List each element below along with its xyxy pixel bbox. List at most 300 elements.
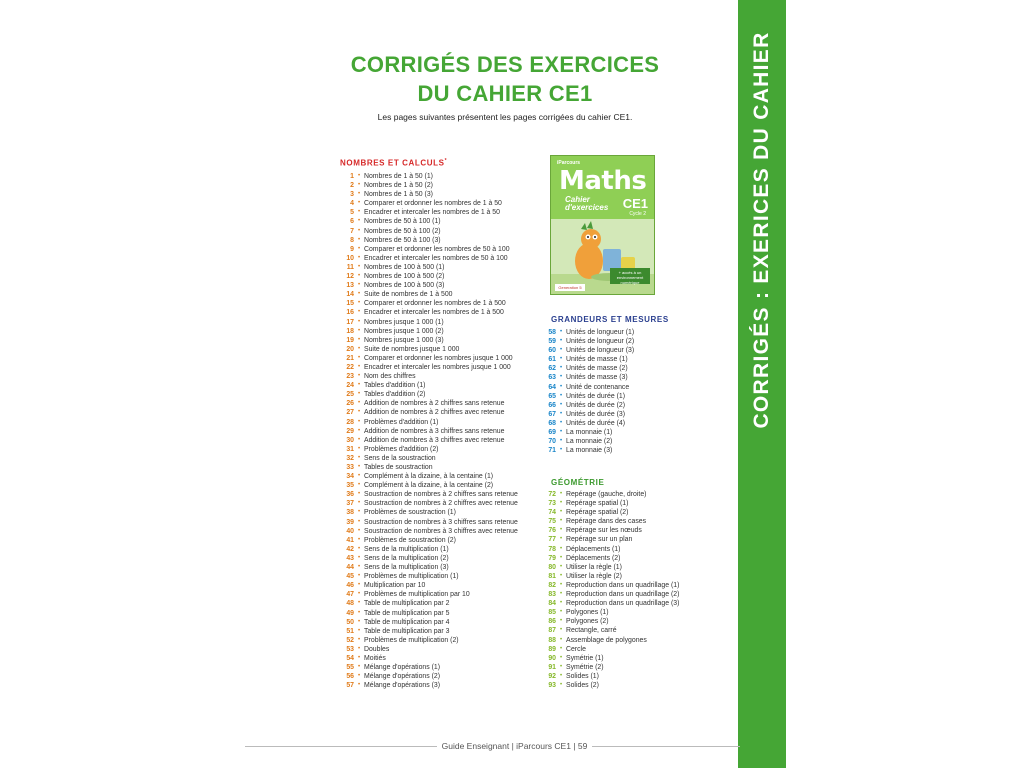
exercise-label: Soustraction de nombres à 3 chiffres avec retenue	[364, 527, 518, 535]
bullet-dot-icon: •	[559, 401, 563, 408]
exercise-item	[340, 481, 518, 490]
bullet-dot-icon: •	[357, 218, 361, 225]
exercise-item	[340, 399, 518, 408]
exercise-item	[340, 427, 518, 436]
exercise-number: 24	[346, 382, 354, 390]
bullet-dot-icon: •	[357, 336, 361, 343]
page-subtitle: Les pages suivantes présentent les pages corrigées du cahier CE1.	[377, 112, 633, 122]
exercise-item	[340, 627, 518, 636]
cover-level: CE1	[622, 196, 648, 211]
exercise-number: 67	[548, 410, 556, 418]
exercise-item	[340, 190, 518, 199]
exercise-label: Repérage dans des cases	[566, 518, 647, 526]
bullet-dot-icon: •	[357, 673, 361, 680]
exercise-item	[340, 254, 518, 263]
exercise-number: 25	[346, 391, 354, 399]
exercise-label: Comparer et ordonner les nombres de 1 à 50	[364, 200, 502, 208]
exercise-label: Solides (2)	[566, 681, 599, 689]
exercise-label: Nombres de 50 à 100 (1)	[364, 218, 441, 226]
exercise-number: 85	[548, 609, 556, 617]
exercise-number: 65	[548, 392, 556, 400]
exercise-item	[340, 390, 518, 399]
exercise-label: Sens de la soustraction	[364, 454, 436, 462]
exercise-item	[340, 263, 518, 272]
exercise-item	[340, 281, 518, 290]
exercise-label: Table de multiplication par 2	[364, 600, 450, 608]
exercise-item	[340, 499, 518, 508]
exercise-label: Unités de durée (3)	[566, 410, 625, 418]
exercise-number: 72	[548, 491, 556, 498]
cover-illustration	[551, 219, 654, 294]
exercise-item	[542, 535, 679, 544]
bullet-dot-icon: •	[559, 527, 563, 534]
exercise-number: 54	[346, 654, 354, 662]
exercise-label: Sens de la multiplication (3)	[364, 564, 449, 572]
exercise-number: 44	[346, 564, 354, 572]
exercise-number: 38	[346, 509, 354, 517]
exercise-label: Tables de soustraction	[364, 464, 433, 471]
bullet-dot-icon: •	[559, 500, 563, 507]
exercise-item	[542, 681, 679, 690]
exercise-label: Unité de contenance	[566, 383, 630, 391]
section-title-grandeurs: GRANDEURS ET MESURES	[551, 315, 669, 324]
bullet-dot-icon: •	[559, 429, 563, 436]
exercise-label: Table de multiplication par 5	[364, 609, 450, 617]
exercise-label: Soustraction de nombres à 2 chiffres avec retenue	[364, 500, 518, 508]
exercise-number: 78	[548, 545, 556, 553]
exercise-item	[340, 454, 518, 463]
exercise-item	[340, 445, 518, 454]
exercise-number: 69	[548, 429, 556, 437]
exercise-item	[340, 563, 518, 572]
exercise-label: Doubles	[364, 645, 390, 653]
bullet-dot-icon: •	[559, 365, 563, 372]
exercise-label: Utiliser la règle (1)	[566, 563, 622, 571]
exercise-item	[340, 363, 518, 372]
exercise-label: Unités de durée (1)	[566, 392, 625, 400]
exercise-number: 32	[346, 454, 354, 462]
exercise-item	[542, 428, 634, 437]
exercise-label: Nombres de 1 à 50 (1)	[364, 173, 433, 180]
exercise-number: 88	[548, 636, 556, 644]
bullet-dot-icon: •	[357, 254, 361, 261]
exercise-number: 64	[548, 383, 556, 391]
exercise-label: Mélange d'opérations (3)	[364, 682, 441, 690]
exercise-label: Unités de longueur (3)	[566, 347, 635, 355]
exercise-number: 84	[548, 600, 556, 608]
bullet-dot-icon: •	[357, 609, 361, 616]
exercise-number: 90	[548, 654, 556, 662]
bullet-dot-icon: •	[357, 564, 361, 571]
exercise-number: 7	[350, 227, 354, 235]
cover-subtitle-line2: d'exercices	[565, 203, 609, 212]
exercise-label: Polygones (1)	[566, 609, 609, 617]
exercise-label: Suite de nombres jusque 1 000	[364, 345, 460, 353]
bullet-dot-icon: •	[357, 636, 361, 643]
exercise-item	[340, 609, 518, 618]
bullet-dot-icon: •	[357, 527, 361, 534]
exercise-label: Unités de masse (3)	[566, 374, 628, 382]
exercise-label: Sens de la multiplication (1)	[364, 545, 449, 553]
exercise-label: Repérage spatial (1)	[566, 500, 629, 508]
exercise-label: Unités de durée (2)	[566, 401, 625, 409]
exercise-number: 43	[346, 554, 354, 562]
exercise-number: 27	[346, 409, 354, 417]
exercise-number: 81	[548, 572, 556, 580]
exercise-number: 35	[346, 482, 354, 490]
bullet-dot-icon: •	[559, 383, 563, 390]
bullet-dot-icon: •	[559, 581, 563, 588]
exercise-number: 40	[346, 527, 354, 535]
exercise-number: 34	[346, 473, 354, 481]
bullet-dot-icon: •	[357, 400, 361, 407]
bullet-dot-icon: •	[357, 373, 361, 380]
exercise-item	[340, 199, 518, 208]
exercise-label: Suite de nombres de 1 à 500	[364, 291, 453, 299]
cover-title: Maths	[559, 166, 647, 196]
exercise-number: 41	[346, 536, 354, 544]
exercise-label: Nombres jusque 1 000 (3)	[364, 336, 444, 344]
exercise-number: 59	[548, 338, 556, 346]
exercise-label: Unités de longueur (1)	[566, 329, 635, 336]
exercise-number: 86	[548, 618, 556, 626]
bullet-dot-icon: •	[559, 636, 563, 643]
bullet-dot-icon: •	[357, 409, 361, 416]
exercise-number: 83	[548, 591, 556, 599]
bullet-dot-icon: •	[559, 645, 563, 652]
exercise-item	[340, 636, 518, 645]
bullet-dot-icon: •	[559, 347, 563, 354]
exercise-item	[340, 272, 518, 281]
exercise-number: 33	[346, 464, 354, 471]
exercise-number: 6	[350, 218, 354, 226]
bullet-dot-icon: •	[357, 273, 361, 280]
bullet-dot-icon: •	[357, 354, 361, 361]
bullet-dot-icon: •	[559, 609, 563, 616]
bullet-dot-icon: •	[559, 681, 563, 688]
section-title-nombres-text: NOMBRES ET CALCULS	[340, 158, 445, 168]
bullet-dot-icon: •	[357, 591, 361, 598]
exercise-label: Problèmes de multiplication (1)	[364, 573, 459, 581]
exercise-number: 75	[548, 518, 556, 526]
exercise-label: Addition de nombres à 2 chiffres avec retenue	[364, 409, 505, 417]
exercise-item	[542, 373, 634, 382]
exercise-item	[340, 299, 518, 308]
exercise-label: Addition de nombres à 3 chiffres avec retenue	[364, 436, 505, 444]
bullet-dot-icon: •	[357, 536, 361, 543]
exercise-item	[340, 681, 518, 690]
exercise-item	[340, 236, 518, 245]
bullet-dot-icon: •	[357, 664, 361, 671]
exercise-number: 12	[346, 273, 354, 281]
exercise-label: Repérage sur les nœuds	[566, 527, 642, 535]
exercise-item	[542, 554, 679, 563]
bullet-dot-icon: •	[357, 327, 361, 334]
bullet-dot-icon: •	[357, 682, 361, 689]
exercise-label: Comparer et ordonner les nombres de 1 à 500	[364, 300, 506, 308]
bullet-dot-icon: •	[357, 282, 361, 289]
exercise-number: 5	[350, 209, 354, 217]
exercise-number: 87	[548, 627, 556, 635]
exercise-number: 68	[548, 419, 556, 427]
exercise-item	[340, 208, 518, 217]
exercise-number: 8	[350, 236, 354, 244]
exercise-item	[340, 381, 518, 390]
bullet-dot-icon: •	[357, 200, 361, 207]
bullet-dot-icon: •	[357, 345, 361, 352]
bullet-dot-icon: •	[357, 518, 361, 525]
exercise-label: Comparer et ordonner les nombres jusque 1 000	[364, 354, 513, 362]
exercise-label: La monnaie (2)	[566, 438, 613, 446]
bullet-dot-icon: •	[559, 491, 563, 497]
exercise-number: 89	[548, 645, 556, 653]
bullet-dot-icon: •	[559, 572, 563, 579]
exercise-item	[340, 217, 518, 226]
exercise-item	[340, 181, 518, 190]
exercise-number: 2	[350, 182, 354, 190]
bullet-dot-icon: •	[357, 445, 361, 452]
exercise-number: 47	[346, 591, 354, 599]
exercise-number: 53	[346, 645, 354, 653]
exercise-label: Problèmes d'addition (1)	[364, 418, 439, 426]
exercise-number: 82	[548, 581, 556, 589]
exercise-item	[340, 545, 518, 554]
exercise-item	[340, 354, 518, 363]
exercise-list-grandeurs	[542, 328, 634, 455]
exercise-item	[340, 654, 518, 663]
exercise-item	[542, 590, 679, 599]
workbook-cover-image	[550, 155, 655, 295]
exercise-label: Déplacements (2)	[566, 554, 621, 562]
exercise-item	[542, 392, 634, 401]
exercise-label: Problèmes de soustraction (1)	[364, 509, 456, 517]
exercise-item	[542, 572, 679, 581]
exercise-number: 48	[346, 600, 354, 608]
bullet-dot-icon: •	[357, 500, 361, 507]
exercise-label: Encadrer et intercaler les nombres de 1 à 50	[364, 209, 500, 217]
exercise-item	[542, 517, 679, 526]
exercise-label: Utiliser la règle (2)	[566, 572, 622, 580]
exercise-number: 16	[346, 309, 354, 317]
exercise-label: Problèmes de multiplication (2)	[364, 636, 459, 644]
bullet-dot-icon: •	[357, 182, 361, 189]
exercise-number: 13	[346, 282, 354, 290]
bullet-dot-icon: •	[559, 374, 563, 381]
exercise-item	[542, 508, 679, 517]
bullet-dot-icon: •	[559, 419, 563, 426]
exercise-label: Nombres jusque 1 000 (2)	[364, 327, 444, 335]
exercise-number: 11	[346, 263, 354, 271]
exercise-item	[340, 172, 518, 181]
exercise-item	[340, 508, 518, 517]
exercise-number: 49	[346, 609, 354, 617]
exercise-number: 51	[346, 627, 354, 635]
bullet-dot-icon: •	[357, 573, 361, 580]
exercise-item	[542, 490, 679, 499]
exercise-item	[542, 626, 679, 635]
exercise-label: Problèmes de soustraction (2)	[364, 536, 456, 544]
cover-badge-line2: environnement	[616, 275, 644, 280]
exercise-number: 74	[548, 509, 556, 517]
exercise-item	[340, 672, 518, 681]
exercise-number: 15	[346, 300, 354, 308]
exercise-item	[542, 401, 634, 410]
exercise-item	[340, 418, 518, 427]
exercise-item	[542, 437, 634, 446]
exercise-number: 31	[346, 445, 354, 453]
exercise-label: Unités de durée (4)	[566, 419, 625, 427]
exercise-label: Repérage sur un plan	[566, 536, 633, 544]
bullet-dot-icon: •	[559, 509, 563, 516]
exercise-number: 71	[548, 447, 556, 455]
exercise-number: 66	[548, 401, 556, 409]
bullet-dot-icon: •	[357, 363, 361, 370]
exercise-item	[542, 526, 679, 535]
cover-subtitle-line1: Cahier	[565, 195, 590, 204]
exercise-item	[340, 472, 518, 481]
bullet-dot-icon: •	[357, 291, 361, 298]
section-title-nombres	[340, 158, 447, 168]
bullet-dot-icon: •	[357, 318, 361, 325]
bullet-dot-icon: •	[357, 209, 361, 216]
exercise-label: Mélange d'opérations (1)	[364, 664, 441, 672]
exercise-item	[542, 446, 634, 455]
exercise-label: Reproduction dans un quadrillage (1)	[566, 581, 680, 589]
bullet-dot-icon: •	[559, 536, 563, 543]
exercise-item	[340, 645, 518, 654]
footer-rule-left	[245, 746, 437, 747]
bullet-dot-icon: •	[357, 554, 361, 561]
exercise-number: 63	[548, 374, 556, 382]
exercise-number: 10	[346, 254, 354, 262]
exercise-item	[542, 383, 634, 392]
exercise-label: Nombres de 50 à 100 (3)	[364, 236, 441, 244]
section-title-geometrie: GÉOMÉTRIE	[551, 478, 605, 487]
exercise-label: Mélange d'opérations (2)	[364, 673, 441, 681]
exercise-label: Addition de nombres à 2 chiffres sans retenue	[364, 400, 505, 408]
exercise-number: 17	[346, 318, 354, 326]
cover-badge-line3: numérique	[620, 280, 640, 285]
bullet-dot-icon: •	[357, 300, 361, 307]
exercise-item	[340, 318, 518, 327]
footer-rule-right	[592, 746, 740, 747]
bullet-dot-icon: •	[559, 654, 563, 661]
bullet-dot-icon: •	[559, 356, 563, 363]
exercise-number: 30	[346, 436, 354, 444]
exercise-number: 29	[346, 427, 354, 435]
exercise-item	[340, 336, 518, 345]
exercise-label: Rectangle, carré	[566, 627, 617, 635]
exercise-label: Problèmes de multiplication par 10	[364, 591, 470, 599]
bullet-dot-icon: •	[357, 473, 361, 480]
exercise-label: Tables d'addition (2)	[364, 391, 426, 399]
exercise-item	[340, 372, 518, 381]
bullet-dot-icon: •	[559, 618, 563, 625]
bullet-dot-icon: •	[357, 227, 361, 234]
exercise-label: Nombres de 100 à 500 (3)	[364, 282, 445, 290]
exercise-label: Complément à la dizaine, à la centaine (2)	[364, 482, 494, 490]
exercise-item	[542, 563, 679, 572]
exercise-item	[542, 645, 679, 654]
exercise-label: Table de multiplication par 3	[364, 627, 450, 635]
exercise-item	[542, 617, 679, 626]
exercise-number: 57	[346, 682, 354, 690]
exercise-label: Complément à la dizaine, à la centaine (1)	[364, 473, 494, 481]
cover-publisher-logo: Generation 5	[555, 284, 585, 291]
exercise-item	[340, 581, 518, 590]
cover-badge-line1: + accès à un	[618, 270, 642, 275]
exercise-number: 23	[346, 373, 354, 381]
exercise-item	[340, 527, 518, 536]
exercise-item	[340, 490, 518, 499]
exercise-number: 62	[548, 365, 556, 373]
exercise-label: Reproduction dans un quadrillage (3)	[566, 600, 680, 608]
bullet-dot-icon: •	[357, 654, 361, 661]
exercise-item	[542, 545, 679, 554]
exercise-label: Déplacements (1)	[566, 545, 621, 553]
exercise-number: 20	[346, 345, 354, 353]
exercise-item	[542, 364, 634, 373]
exercise-label: Unités de masse (2)	[566, 365, 628, 373]
bullet-dot-icon: •	[357, 645, 361, 652]
exercise-label: Comparer et ordonner les nombres de 50 à 100	[364, 245, 510, 253]
bullet-dot-icon: •	[357, 509, 361, 516]
exercise-item	[542, 608, 679, 617]
exercise-label: Nombres de 1 à 50 (3)	[364, 191, 433, 199]
cover-cycle: Cycle 2	[629, 211, 646, 217]
bullet-dot-icon: •	[357, 245, 361, 252]
exercise-label: Nombres de 100 à 500 (1)	[364, 263, 445, 271]
exercise-label: Cercle	[566, 645, 586, 653]
exercise-label: Multiplication par 10	[364, 582, 426, 590]
exercise-item	[340, 590, 518, 599]
exercise-item	[542, 654, 679, 663]
exercise-number: 3	[350, 191, 354, 199]
exercise-label: Tables d'addition (1)	[364, 382, 426, 390]
exercise-label: Nom des chiffres	[364, 373, 416, 381]
bullet-dot-icon: •	[357, 263, 361, 270]
exercise-number: 76	[548, 527, 556, 535]
exercise-item	[340, 618, 518, 627]
exercise-number: 55	[346, 664, 354, 672]
exercise-number: 36	[346, 491, 354, 499]
bullet-dot-icon: •	[559, 672, 563, 679]
exercise-number: 22	[346, 363, 354, 371]
exercise-item	[340, 463, 518, 472]
exercise-item	[542, 499, 679, 508]
bullet-dot-icon: •	[357, 600, 361, 607]
exercise-number: 70	[548, 438, 556, 446]
exercise-number: 14	[346, 291, 354, 299]
exercise-item	[340, 599, 518, 608]
exercise-label: Problèmes d'addition (2)	[364, 445, 439, 453]
bullet-dot-icon: •	[357, 436, 361, 443]
exercise-label: Solides (1)	[566, 672, 599, 680]
exercise-item	[340, 245, 518, 254]
exercise-label: Addition de nombres à 3 chiffres sans retenue	[364, 427, 505, 435]
bullet-dot-icon: •	[357, 454, 361, 461]
exercise-item	[340, 227, 518, 236]
bullet-dot-icon: •	[357, 618, 361, 625]
bullet-dot-icon: •	[559, 563, 563, 570]
bullet-dot-icon: •	[357, 309, 361, 316]
cover-subtitle	[565, 196, 608, 212]
exercise-label: Moitiés	[364, 654, 386, 662]
cover-brand: iParcours	[557, 160, 581, 166]
exercise-number: 42	[346, 545, 354, 553]
exercise-number: 52	[346, 636, 354, 644]
page-title-line2: DU CAHIER CE1	[417, 81, 593, 106]
